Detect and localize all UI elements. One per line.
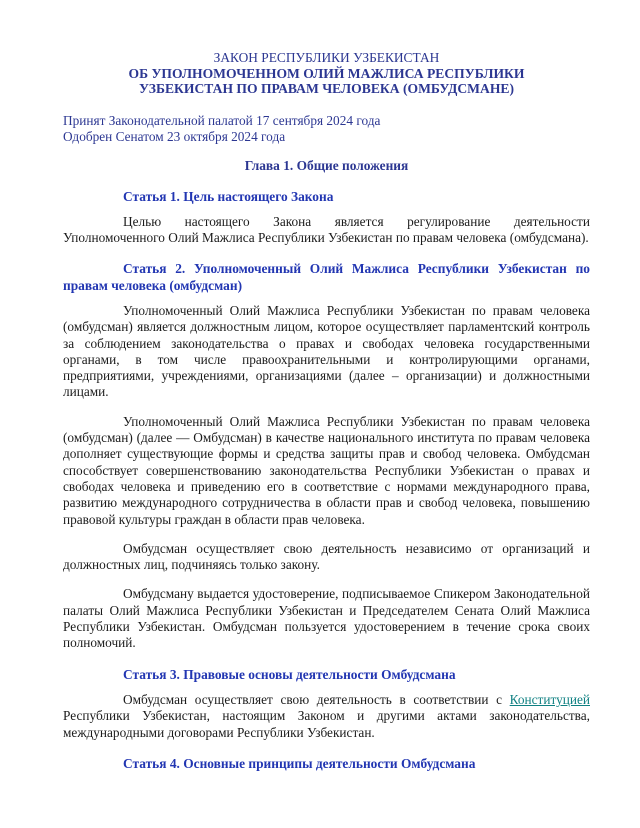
adopted-date-line: Принят Законодательной палатой 17 сентября 2024 года <box>63 112 381 128</box>
article-2-paragraph-3: Омбудсман осуществляет свою деятельность независимо от организаций и должностных лиц, подчиняясь только закону. <box>63 540 590 573</box>
article-2-heading: Статья 2. Уполномоченный Олий Мажлиса Республики Узбекистан по правам человека (омбудсман) <box>63 261 590 293</box>
article-3-paragraph-text-after-link: Республики Узбекистан, настоящим Законом и другими актами законодательства, международными договорами Республики Узбекистан. <box>63 708 590 740</box>
article-2-paragraph-1: Уполномоченный Олий Мажлиса Республики Узбекистан по правам человека (омбудсман) является должностным лицом, которое осуществляет парламентский контроль за соблюдением законодательства о правах и свободах человека государственными органами, в том числе правоохранительными и контролирующими органами, предприятиями, учреждениями, организациями (далее – организации) и должностными лицами. <box>63 302 590 400</box>
article-2-paragraph-4: Омбудсману выдается удостоверение, подписываемое Спикером Законодательной палаты Олий Мажлиса Республики Узбекистан и Председателем Сената Олий Мажлиса Республики Узбекистан. Омбудсман пользуется удостоверением в течение срока своих полномочий. <box>63 586 590 651</box>
article-3-heading: Статья 3. Правовые основы деятельности Омбудсмана <box>123 666 456 682</box>
law-doc-type-title: ЗАКОН РЕСПУБЛИКИ УЗБЕКИСТАН <box>213 50 440 65</box>
article-4-heading: Статья 4. Основные принципы деятельности Омбудсмана <box>123 755 476 771</box>
article-1-paragraph: Целью настоящего Закона является регулирование деятельности Уполномоченного Олий Мажлиса Республики Узбекистан по правам человека (омбудсмана). <box>63 213 590 246</box>
approved-date-line: Одобрен Сенатом 23 октября 2024 года <box>63 128 286 144</box>
article-3-paragraph <box>63 692 590 741</box>
chapter-1-heading: Глава 1. Общие положения <box>244 157 409 173</box>
law-title: ОБ УПОЛНОМОЧЕННОМ ОЛИЙ МАЖЛИСА РЕСПУБЛИКИ УЗБЕКИСТАН ПО ПРАВАМ ЧЕЛОВЕКА (ОМБУДСМАНЕ) <box>128 65 525 96</box>
constitution-link[interactable]: Конституцией <box>509 691 590 707</box>
article-1-heading: Статья 1. Цель настоящего Закона <box>123 188 334 204</box>
article-2-paragraph-2: Уполномоченный Олий Мажлиса Республики Узбекистан по правам человека (омбудсман) (далее — Омбудсман) в качестве национального института по правам человека дополняет существующие формы и средства защиты прав и свобод человека. Омбудсман способствует совершенствованию законодательства Республики Узбекистан о правах и свободах человека и приведению его в соответствие с нормами международного права, развитию международного сотрудничества в области прав и свобод человека, повышению правовой культуры граждан в области прав человека. <box>63 413 590 527</box>
article-3-paragraph-text-before-link: Омбудсман осуществляет свою деятельность в соответствии с <box>123 691 510 707</box>
